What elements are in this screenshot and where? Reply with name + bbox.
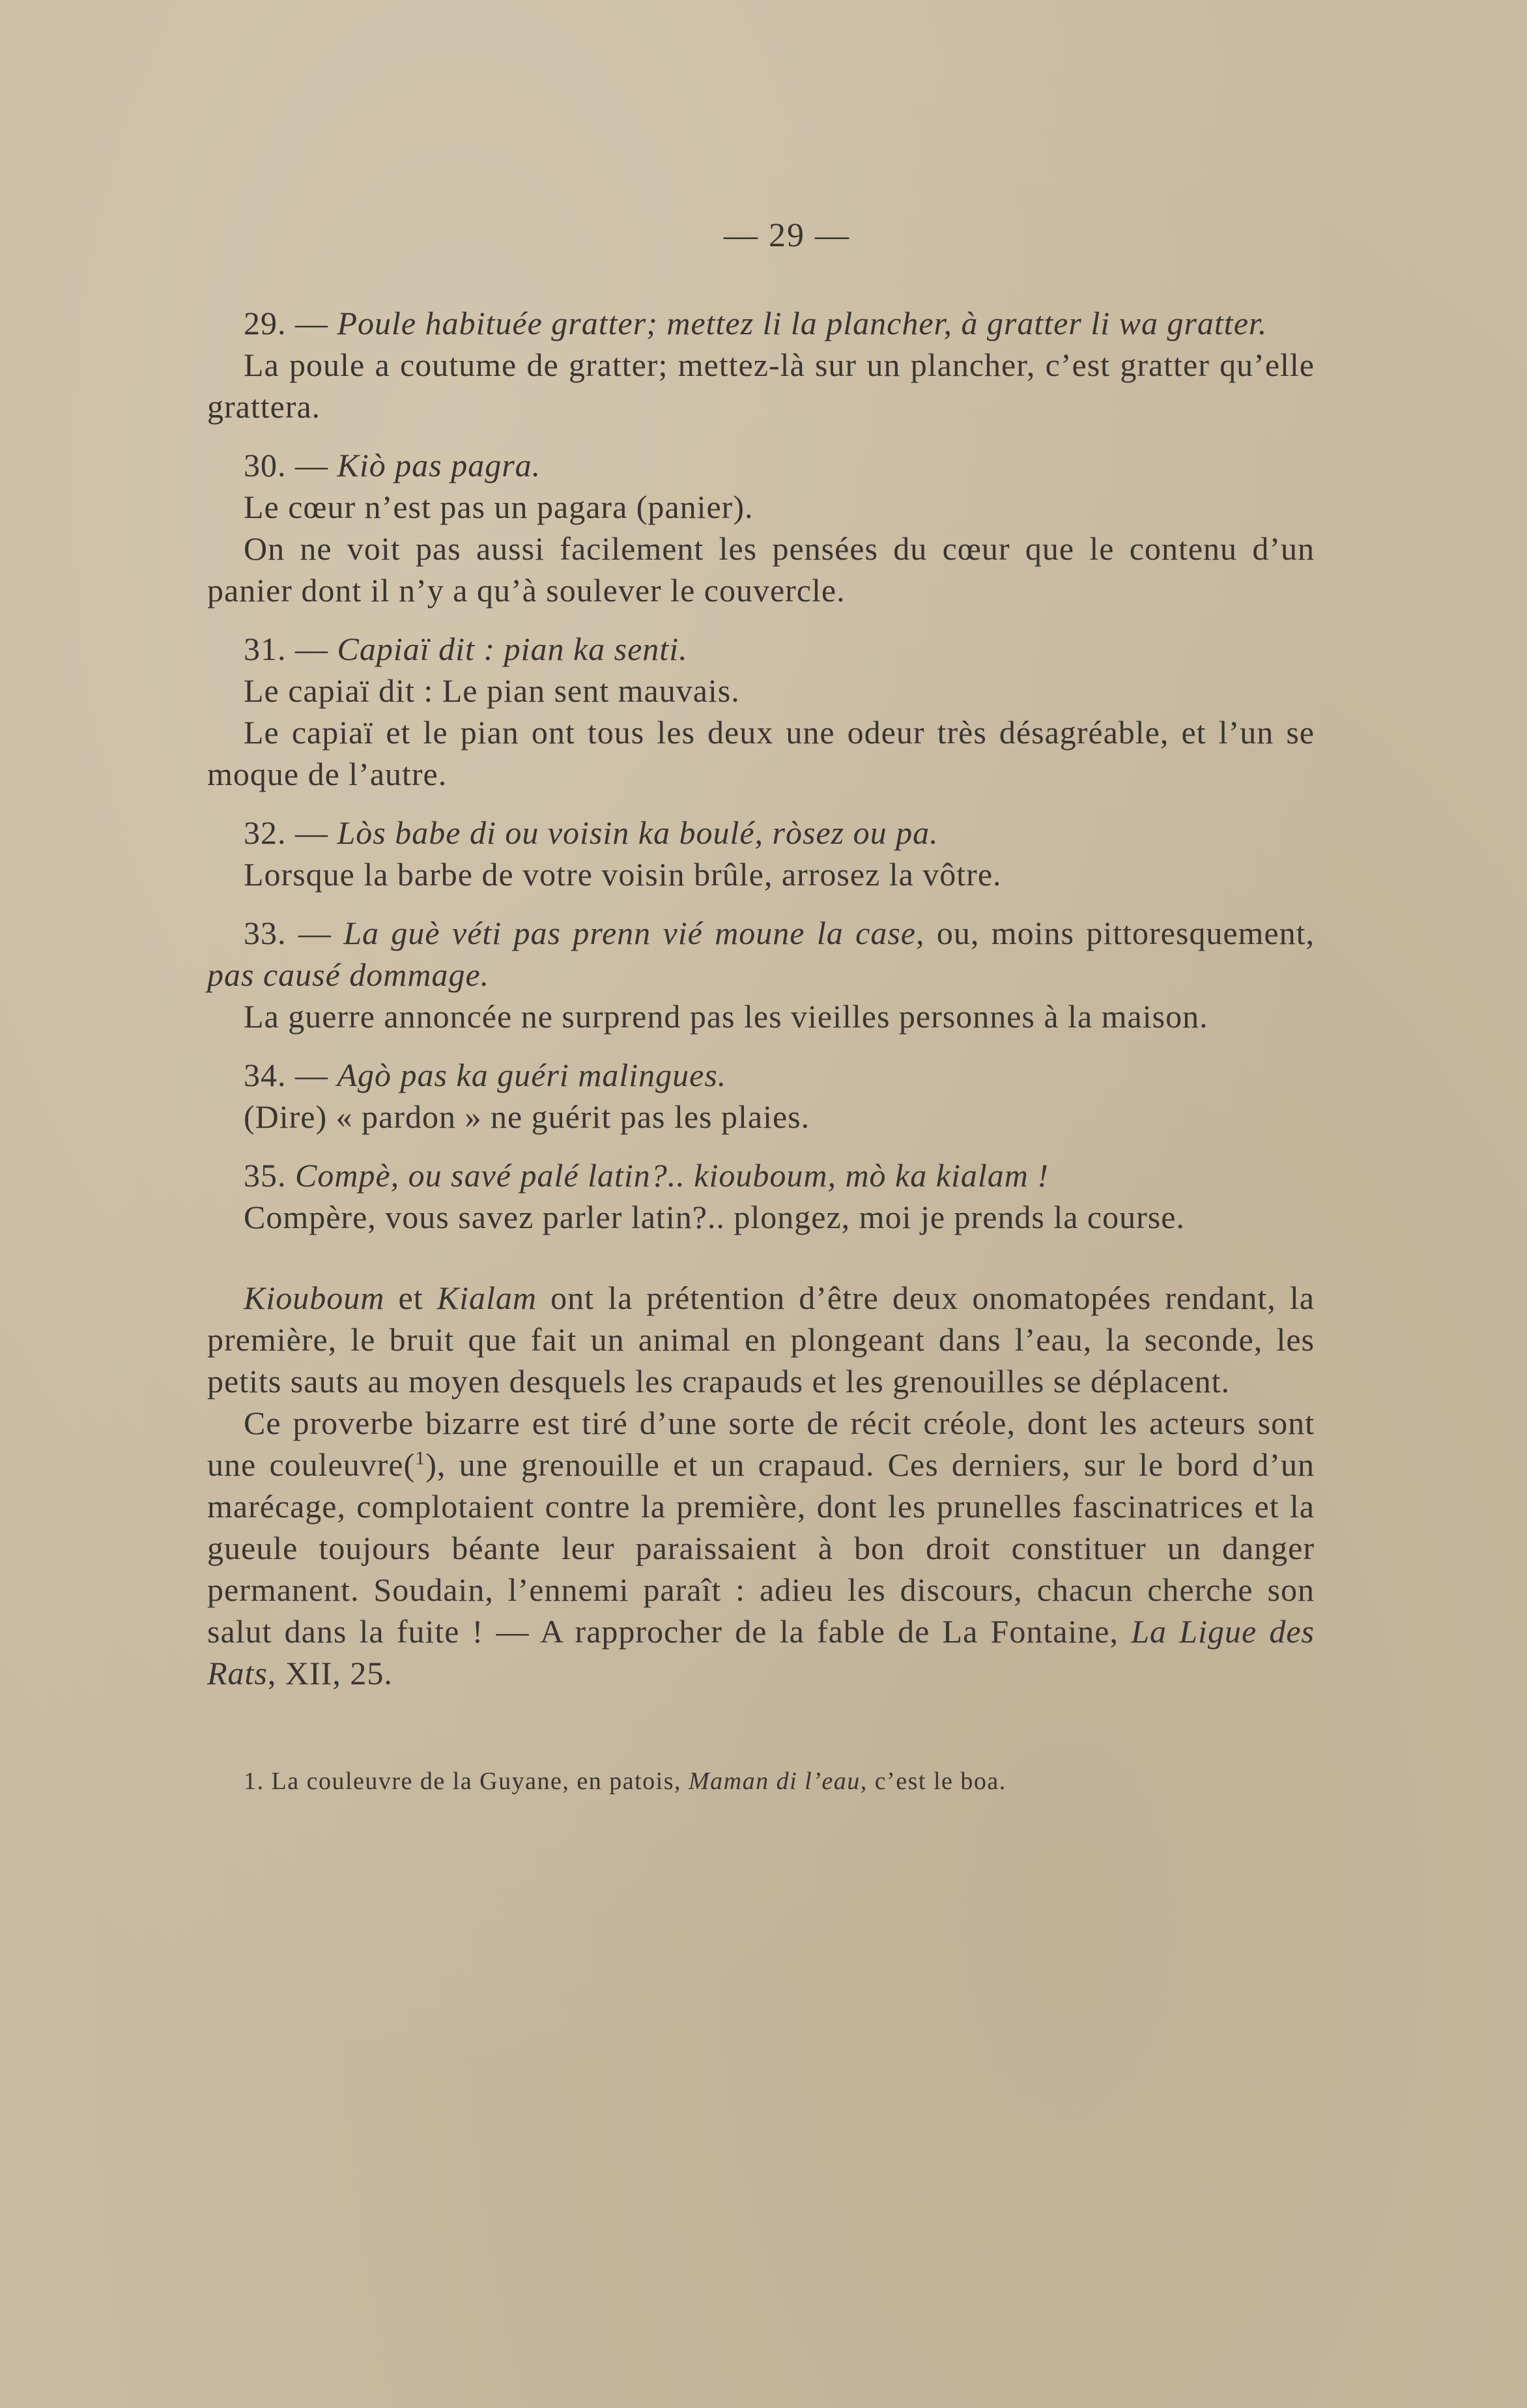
book-page <box>207 215 1315 1797</box>
proverb-number: 35. <box>244 1157 287 1194</box>
footnote-number: 1. <box>244 1768 264 1795</box>
text-run: et <box>384 1280 437 1316</box>
proverb-31 <box>207 628 1315 795</box>
proverb-translation: La guerre annoncée ne surprend pas les vieilles personnes à la maison. <box>244 998 1208 1035</box>
proverb-creole <box>207 1154 1315 1196</box>
onomatopoeia-1: Kiouboum <box>244 1280 385 1316</box>
footnote-text-end: c’est le boa. <box>867 1768 1006 1795</box>
commentary-paragraph-1 <box>207 1277 1315 1402</box>
proverb-29 <box>207 302 1315 427</box>
proverb-note: Le capiaï et le pian ont tous les deux une odeur très désagréable, et l’un se moque de l’autre. <box>207 714 1315 792</box>
onomatopoeia-2: Kialam <box>436 1280 537 1316</box>
proverb-creole-text: Poule habituée gratter; mettez li la plancher, à gratter li wa gratter. <box>337 305 1268 341</box>
footnote-reference[interactable]: 1 <box>415 1447 426 1469</box>
proverb-dash: — <box>286 447 337 483</box>
proverb-translation: Compère, vous savez parler latin?.. plongez, moi je prends la course. <box>244 1199 1185 1235</box>
footnote-italic: Maman di l’eau, <box>689 1768 868 1795</box>
text-run: ont la prétention d’être deux onomatopées rendant, la première, le bruit que fait un animal en plongeant dans l’eau, la seconde, les petits sauts au moyen desquels les crapauds et les grenouilles se déplacent. <box>207 1280 1315 1399</box>
proverb-creole-text: Capiaï dit : pian ka senti. <box>337 631 688 667</box>
proverb-translation: Le capiaï dit : Le pian sent mauvais. <box>244 672 740 709</box>
proverb-translation: (Dire) « pardon » ne guérit pas les plaies. <box>244 1098 810 1135</box>
commentary <box>207 1277 1315 1694</box>
fable-title: La Ligue des Rats <box>207 1613 1315 1691</box>
proverb-creole-text: La guè véti pas prenn vié moune la case, <box>343 915 925 951</box>
proverb-dash <box>287 1157 296 1194</box>
proverb-creole-alt: pas causé dommage. <box>207 956 490 993</box>
page-number: — 29 — <box>724 217 850 254</box>
proverb-creole <box>207 302 1315 344</box>
proverb-connector: ou, moins pittoresquement, <box>924 915 1315 951</box>
proverb-dash: — <box>286 1057 337 1093</box>
proverb-33 <box>207 912 1315 1037</box>
proverb-number: 29. <box>244 305 287 341</box>
proverb-creole-text: Lòs babe di ou voisin ka boulé, ròsez ou pa. <box>337 814 939 851</box>
text-run: Ce proverbe bizarre est tiré d’une sorte de récit créole, dont les acteurs sont une couleuvre( <box>207 1405 1315 1483</box>
proverb-number: 33. <box>244 915 287 951</box>
proverb-creole-text: Compè, ou savé palé latin?.. kiouboum, mò ka kialam ! <box>295 1157 1049 1194</box>
proverb-creole <box>207 628 1315 670</box>
proverb-30 <box>207 444 1315 611</box>
footnote <box>207 1766 1315 1797</box>
proverb-dash: — <box>286 814 337 851</box>
proverb-creole-text: Kiò pas pagra. <box>337 447 541 483</box>
commentary-paragraph-2 <box>207 1402 1315 1694</box>
proverb-note: On ne voit pas aussi facilement les pensées du cœur que le contenu d’un panier dont il n’y a qu’à soulever le couvercle. <box>207 530 1315 609</box>
proverb-35 <box>207 1154 1315 1238</box>
proverb-creole-text: Agò pas ka guéri malingues. <box>337 1057 727 1093</box>
proverb-creole <box>207 444 1315 486</box>
proverb-creole <box>207 1054 1315 1096</box>
footnote-text: La couleuvre de la Guyane, en patois, <box>264 1768 689 1795</box>
proverb-dash: — <box>286 915 344 951</box>
proverb-32 <box>207 812 1315 895</box>
proverb-creole <box>207 812 1315 853</box>
proverb-dash: — <box>286 631 337 667</box>
proverb-number: 30. <box>244 447 287 483</box>
text-run: ), une grenouille et un crapaud. Ces derniers, sur le bord d’un marécage, complotaient contre la première, dont les prunelles fascinatrices et la gueule toujours béante leur paraissaient à bon droit constituer un danger permanent. Soudain, l’ennemi paraît : adieu les discours, chacun cherche son salut dans la fuite ! — A rapprocher de la fable de La Fontaine, <box>207 1446 1315 1650</box>
proverb-translation: Le cœur n’est pas un pagara (panier). <box>244 489 754 525</box>
proverb-number: 32. <box>244 814 287 851</box>
proverb-number: 31. <box>244 631 287 667</box>
proverb-number: 34. <box>244 1057 287 1093</box>
proverb-translation: Lorsque la barbe de votre voisin brûle, arrosez la vôtre. <box>244 856 1002 893</box>
proverb-translation: La poule a coutume de gratter; mettez-là sur un plancher, c’est gratter qu’elle grattera. <box>207 347 1315 425</box>
proverb-creole <box>207 912 1315 996</box>
proverb-dash: — <box>286 305 337 341</box>
text-run: , XII, 25. <box>267 1655 393 1691</box>
proverb-34 <box>207 1054 1315 1138</box>
